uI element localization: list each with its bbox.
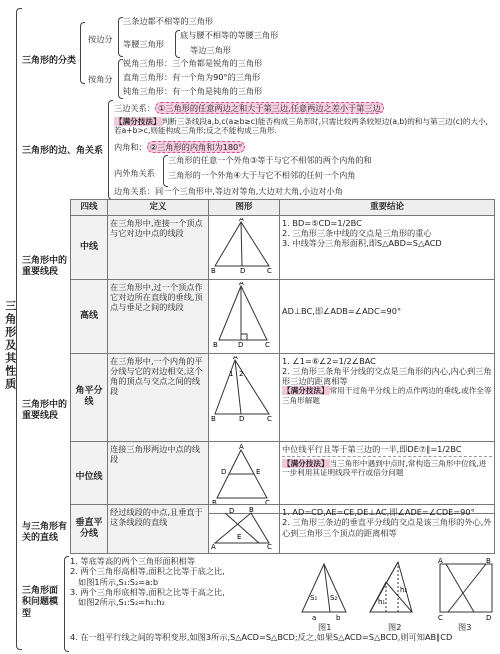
midline-name: 中位线 — [71, 441, 108, 513]
fig1-label: 图1 — [318, 622, 332, 632]
right-text: 直角三角形：有一个角为90°的三角形 — [123, 72, 261, 82]
bisector-conclusions — [280, 353, 495, 441]
svg-text:a: a — [312, 614, 317, 622]
bisector-c2: 2. 三角形三条角平分线的交点是三角形的内心,内心到三角形三边的距离相等 — [282, 365, 492, 387]
perp-table — [70, 504, 495, 554]
midline-figure — [209, 441, 280, 513]
svg-text:B: B — [212, 498, 217, 506]
header-definition: 定义 — [108, 200, 209, 216]
altitude-c1: AD⊥BC,即∠ADB=∠ADC=90° — [282, 305, 402, 316]
svg-text:b: b — [336, 614, 341, 622]
obtuse-text: 钝角三角形：有一个角是钝角的三角形 — [123, 86, 263, 96]
inner-text: ②三角形的内角和为180° — [147, 141, 246, 153]
isosceles-text: 等腰三角形 — [123, 39, 164, 49]
bisector-tip-label: 【满分技法】 — [283, 386, 329, 396]
median-c2: 2. 三角形三条中线的交点是三角形的重心 — [282, 227, 432, 238]
outer-1: 三角形的任意一个外角③等于与它不相邻的两个内角的和 — [168, 155, 372, 165]
svg-text:A: A — [233, 355, 238, 361]
altitude-name: 高线 — [71, 279, 108, 353]
area-l4: 4. 在一组平行线之间的等积变形,如图3所示,S△ACD=S△BCD;反之,如果S△ACD=S△BCD,则可知AB∥CD — [70, 632, 453, 642]
midline-triangle-svg — [211, 444, 273, 506]
perp-def: 经过线段的中点,且垂直于这条线段的直线 — [108, 505, 209, 554]
perp-c2: 2. 三角形三条边的垂直平分线的交点是该三角形的外心,外心到三角形三个顶点的距离相等 — [282, 517, 492, 538]
table-title-1: 三角形中的重要线段 — [22, 256, 68, 278]
bisector-tip — [282, 386, 492, 405]
class-brace — [80, 22, 85, 84]
perp-conclusions — [280, 505, 495, 554]
fig3-label: 图3 — [458, 622, 472, 632]
median-triangle-svg — [211, 218, 273, 274]
perp-section-title: 与三角形有关的直线 — [22, 522, 68, 544]
header-conclusion: 重要结论 — [280, 200, 495, 216]
svg-text:D: D — [229, 507, 235, 515]
median-c1: 1. BD=⑤CD=1/2BC — [282, 217, 362, 228]
median-name: 中线 — [71, 215, 108, 279]
outer-label: 内外角关系 — [114, 168, 155, 178]
perp-figure — [209, 505, 280, 554]
median-c3: 3. 中线等分三角形面积,即S△ABD=S△ACD — [282, 238, 442, 249]
svg-text:1: 1 — [229, 369, 234, 378]
svg-text:D: D — [486, 614, 492, 622]
area-l1: 1. 等底等高的两个三角形面积相等 — [70, 556, 196, 566]
median-conclusions — [280, 215, 495, 279]
bisector-triangle-svg — [211, 356, 273, 422]
altitude-figure — [209, 279, 280, 353]
sec2-brace — [108, 100, 113, 200]
header-lines: 四线 — [71, 200, 108, 216]
svg-text:A: A — [239, 443, 244, 451]
svg-text:D: D — [240, 266, 246, 274]
perp-name: 垂直平分线 — [71, 505, 108, 554]
svg-text:D: D — [238, 340, 244, 348]
midline-c1: 中位线平行且等于第三边的一半,即DE⑦∥=1/2BC — [282, 443, 462, 454]
svg-text:2: 2 — [239, 369, 244, 378]
outer-3: 三角形的一个外角④大于与它不相邻的任何一个内角 — [168, 170, 356, 180]
perp-c1: 1. AD=CD,AE=CE,DE⊥AC,即∠ADE=∠CDE=90° — [282, 507, 475, 517]
side-rel-tip — [114, 117, 494, 136]
tip-text: 判断三条线段a,b,c(a≥b≥c)能否构成三角形时,只需比较两条较短边(a,b)的和与第三边(c)的大小,若a+b>c,则能构成三角形;反之不能构成三角形. — [114, 117, 489, 136]
svg-text:C: C — [267, 414, 272, 422]
altitude-triangle-svg — [211, 282, 273, 348]
svg-text:C: C — [265, 340, 270, 348]
svg-text:B: B — [213, 340, 218, 348]
master-brace — [16, 8, 22, 650]
svg-text:C: C — [438, 614, 443, 622]
svg-text:C: C — [267, 266, 272, 274]
svg-text:h₁: h₁ — [378, 598, 386, 606]
midline-tip-label: 【满分技法】 — [283, 458, 329, 468]
svg-text:h₂: h₂ — [400, 586, 408, 594]
svg-text:S₂: S₂ — [330, 594, 338, 602]
inner-row — [114, 142, 245, 152]
svg-text:A: A — [211, 543, 216, 549]
tip-label: 【满分技法】 — [115, 117, 161, 126]
midline-def: 连接三角形两边中点的线段 — [108, 441, 209, 513]
by-side-label: 按边分 — [88, 34, 113, 44]
svg-text:D: D — [239, 414, 245, 422]
side-angle-text: 边角关系：同一个三角形中,等边对等角,大边对大角,小边对小角 — [114, 186, 343, 196]
important-lines-table — [70, 199, 495, 514]
bisector-def: 在三角形中,一个内角的平分线与它的对边相交,这个角的顶点与交点之间的线段 — [108, 353, 209, 441]
area-l2b: 如图1所示,S₁:S₂=a:b — [78, 576, 159, 587]
midline-tip — [282, 459, 492, 478]
by-angle-label: 按角分 — [88, 74, 113, 84]
fig2-label: 图2 — [388, 622, 402, 632]
header-figure: 图形 — [209, 200, 280, 216]
svg-text:D: D — [221, 467, 227, 476]
table-title-2: 三角形中的重要线段 — [22, 400, 68, 422]
svg-text:A: A — [239, 281, 244, 287]
bisector-name: 角平分线 — [71, 353, 108, 441]
median-def: 在三角形中,连接一个顶点与它对边中点的线段 — [108, 215, 209, 279]
midline-divider — [282, 456, 492, 457]
svg-text:B: B — [211, 414, 216, 422]
iso-b-text: 等边三角形 — [190, 45, 231, 55]
svg-text:E: E — [237, 533, 242, 541]
area-l3a: 3. 两个三角形底相等,面积之比等于高之比, — [70, 586, 225, 597]
svg-text:B: B — [486, 557, 491, 565]
bisector-c1: 1. ∠1=⑥∠2=1/2∠BAC — [282, 355, 376, 366]
side-rel-text: ①三角形的任意两边之和大于第三边,任意两边之差小于第三边 — [155, 102, 384, 114]
midline-conclusions — [280, 441, 495, 513]
scalene-text: 三条边都不相等的三角形 — [123, 16, 214, 26]
svg-text:A: A — [239, 217, 244, 223]
area-title: 三角形面积问题模型 — [22, 586, 59, 619]
area-text — [70, 556, 300, 607]
inner-label: 内角和： — [114, 142, 147, 152]
svg-text:C: C — [267, 543, 272, 549]
area-l2a: 2. 两个三角形高相等,面积之比等于底之比, — [70, 566, 225, 577]
svg-text:C: C — [265, 498, 270, 506]
perp-svg — [211, 507, 273, 549]
svg-text:B: B — [249, 507, 254, 514]
side-rel-label: 三边关系： — [114, 103, 155, 113]
area-brace — [64, 556, 69, 652]
iso-a-text: 底与腰不相等的等腰三角形 — [180, 30, 279, 40]
midline-tip-text: 当三角形中遇到中点时,常构造三角形中位线,进一步利用其证明线段平行或倍分问题 — [282, 458, 487, 478]
side-rel-row — [114, 103, 384, 113]
acute-text: 锐角三角形：三个角都是锐角的三角形 — [123, 58, 263, 68]
altitude-conclusions — [280, 279, 495, 353]
svg-text:B: B — [211, 266, 216, 274]
bisector-tip-text: 常用于过角平分线上的点作两边的垂线,或作全等三角形解题 — [282, 386, 492, 405]
svg-text:A: A — [438, 557, 443, 565]
median-figure — [209, 215, 280, 279]
bisector-figure — [209, 353, 280, 441]
area-figures-svg — [300, 556, 496, 630]
side-angle-title: 三角形的边、角关系 — [22, 146, 104, 156]
svg-text:E: E — [256, 467, 261, 476]
classification-title: 三角形的分类 — [22, 56, 77, 66]
altitude-def: 在三角形中,过一个顶点作它对边所在直线的垂线,顶点与垂足之间的线段 — [108, 279, 209, 353]
svg-text:S₁: S₁ — [310, 594, 318, 602]
area-l3b: 如图2所示,S₁:S₂=h₁:h₂ — [78, 597, 165, 607]
vertical-title: 三角形及其性质 — [3, 300, 17, 391]
